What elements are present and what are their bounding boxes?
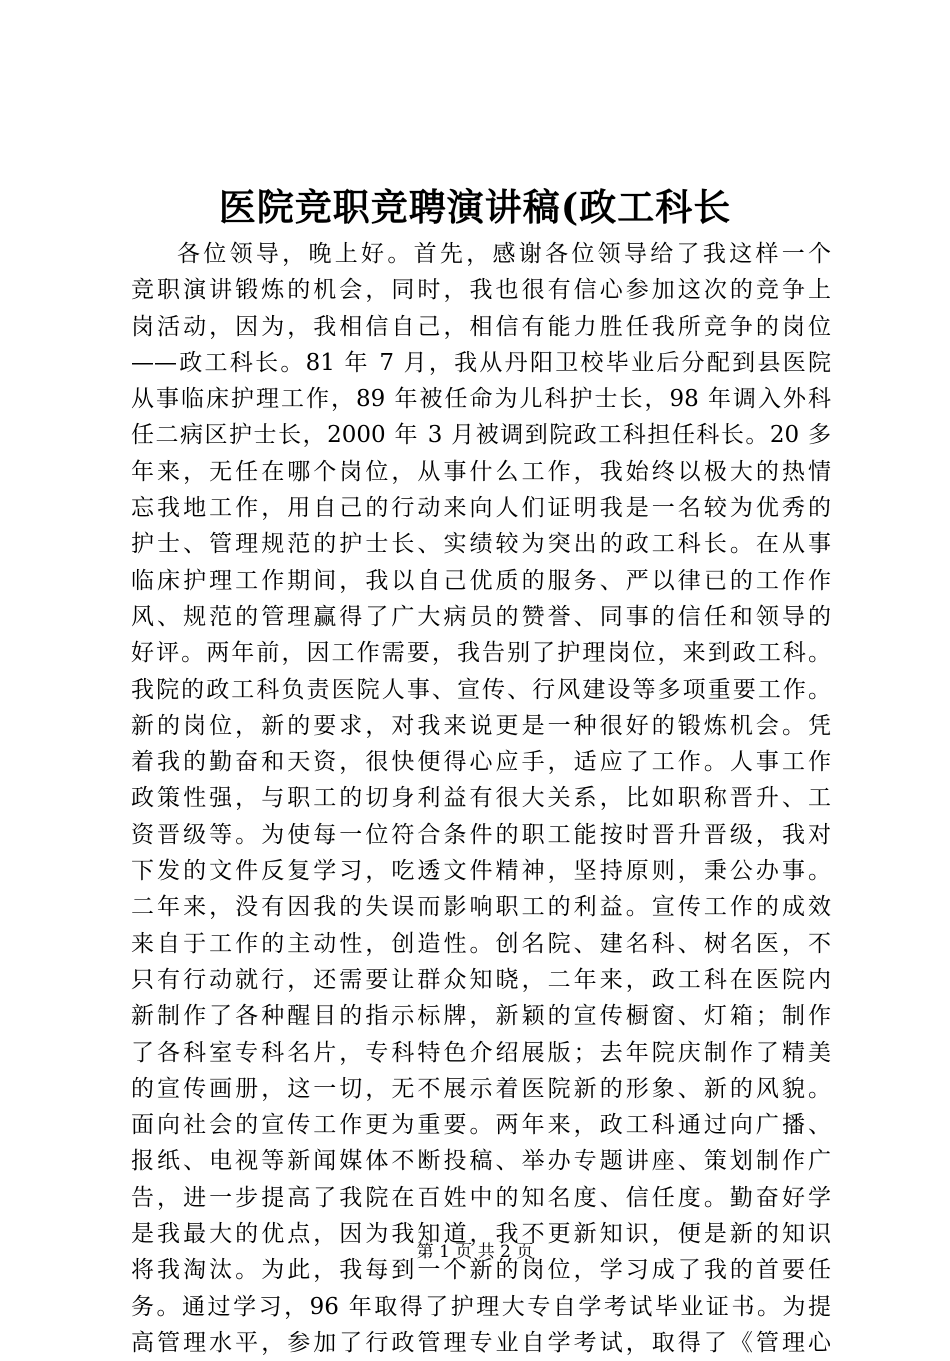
body-line: 政策性强，与职工的切身利益有很大关系，比如职称晋升、工 <box>131 785 831 812</box>
body-line: 来自于工作的主动性，创造性。创名院、建名科、树名医，不 <box>131 930 831 957</box>
body-line: 务。通过学习，96 年取得了护理大专自学考试毕业证书。为提 <box>131 1293 831 1320</box>
body-line: 二年来，没有因我的失误而影响职工的利益。宣传工作的成效 <box>131 894 831 921</box>
body-line: 告，进一步提高了我院在百姓中的知名度、信任度。勤奋好学 <box>131 1184 831 1211</box>
document-title: 医院竞职竞聘演讲稿(政工科长 <box>218 185 732 229</box>
body-line: 岗活动，因为，我相信自己，相信有能力胜任我所竞争的岗位 <box>131 313 831 340</box>
body-line: 的宣传画册，这一切，无不展示着医院新的形象、新的风貌。 <box>131 1075 831 1102</box>
body-line: 好评。两年前，因工作需要，我告别了护理岗位，来到政工科。 <box>131 640 831 667</box>
page-number-footer: 第 1 页 共 2 页 <box>416 1242 534 1262</box>
body-line: 任二病区护士长，2000 年 3 月被调到院政工科担任科长。20 多 <box>131 422 831 449</box>
body-line: 护士、管理规范的护士长、实绩较为突出的政工科长。在从事 <box>131 531 831 558</box>
body-line: 将我淘汰。为此，我每到一个新的岗位，学习成了我的首要任 <box>131 1257 831 1284</box>
body-line: 报纸、电视等新闻媒体不断投稿、举办专题讲座、策划制作广 <box>131 1148 831 1175</box>
body-line: 我院的政工科负责医院人事、宣传、行风建设等多项重要工作。 <box>131 676 831 703</box>
body-line: 只有行动就行，还需要让群众知晓，二年来，政工科在医院内 <box>131 966 831 993</box>
body-line: 资晋级等。为使每一位符合条件的职工能按时晋升晋级，我对 <box>131 821 831 848</box>
body-line: 下发的文件反复学习，吃透文件精神，坚持原则，秉公办事。 <box>131 858 831 885</box>
body-line: 各位领导，晚上好。首先，感谢各位领导给了我这样一个 <box>177 241 831 267</box>
body-line: 了各科室专科名片，专科特色介绍展版；去年院庆制作了精美 <box>131 1039 831 1066</box>
body-line: 着我的勤奋和天资，很快便得心应手，适应了工作。人事工作 <box>131 749 831 776</box>
body-line: 忘我地工作，用自己的行动来向人们证明我是一名较为优秀的 <box>131 495 831 522</box>
body-line: 风、规范的管理赢得了广大病员的赞誉、同事的信任和领导的 <box>131 603 831 630</box>
body-line: 竞职演讲锻炼的机会，同时，我也很有信心参加这次的竞争上 <box>131 277 831 304</box>
body-line: 面向社会的宣传工作更为重要。两年来，政工科通过向广播、 <box>131 1112 831 1139</box>
body-line: 高管理水平，参加了行政管理专业自学考试，取得了《管理心 <box>131 1329 831 1356</box>
body-line: ——政工科长。81 年 7 月，我从丹阳卫校毕业后分配到县医院 <box>131 349 831 376</box>
document-body <box>131 236 831 1361</box>
body-line: 新的岗位，新的要求，对我来说更是一种很好的锻炼机会。凭 <box>131 712 831 739</box>
body-line: 新制作了各种醒目的指示标牌，新颖的宣传橱窗、灯箱；制作 <box>131 1003 831 1030</box>
body-line: 年来，无任在哪个岗位，从事什么工作，我始终以极大的热情 <box>131 458 831 485</box>
body-line: 是我最大的优点，因为我知道，我不更新知识，便是新的知识 <box>131 1221 831 1248</box>
body-line: 从事临床护理工作，89 年被任命为儿科护士长，98 年调入外科 <box>131 386 831 413</box>
body-line: 临床护理工作期间，我以自己优质的服务、严以律已的工作作 <box>131 567 831 594</box>
